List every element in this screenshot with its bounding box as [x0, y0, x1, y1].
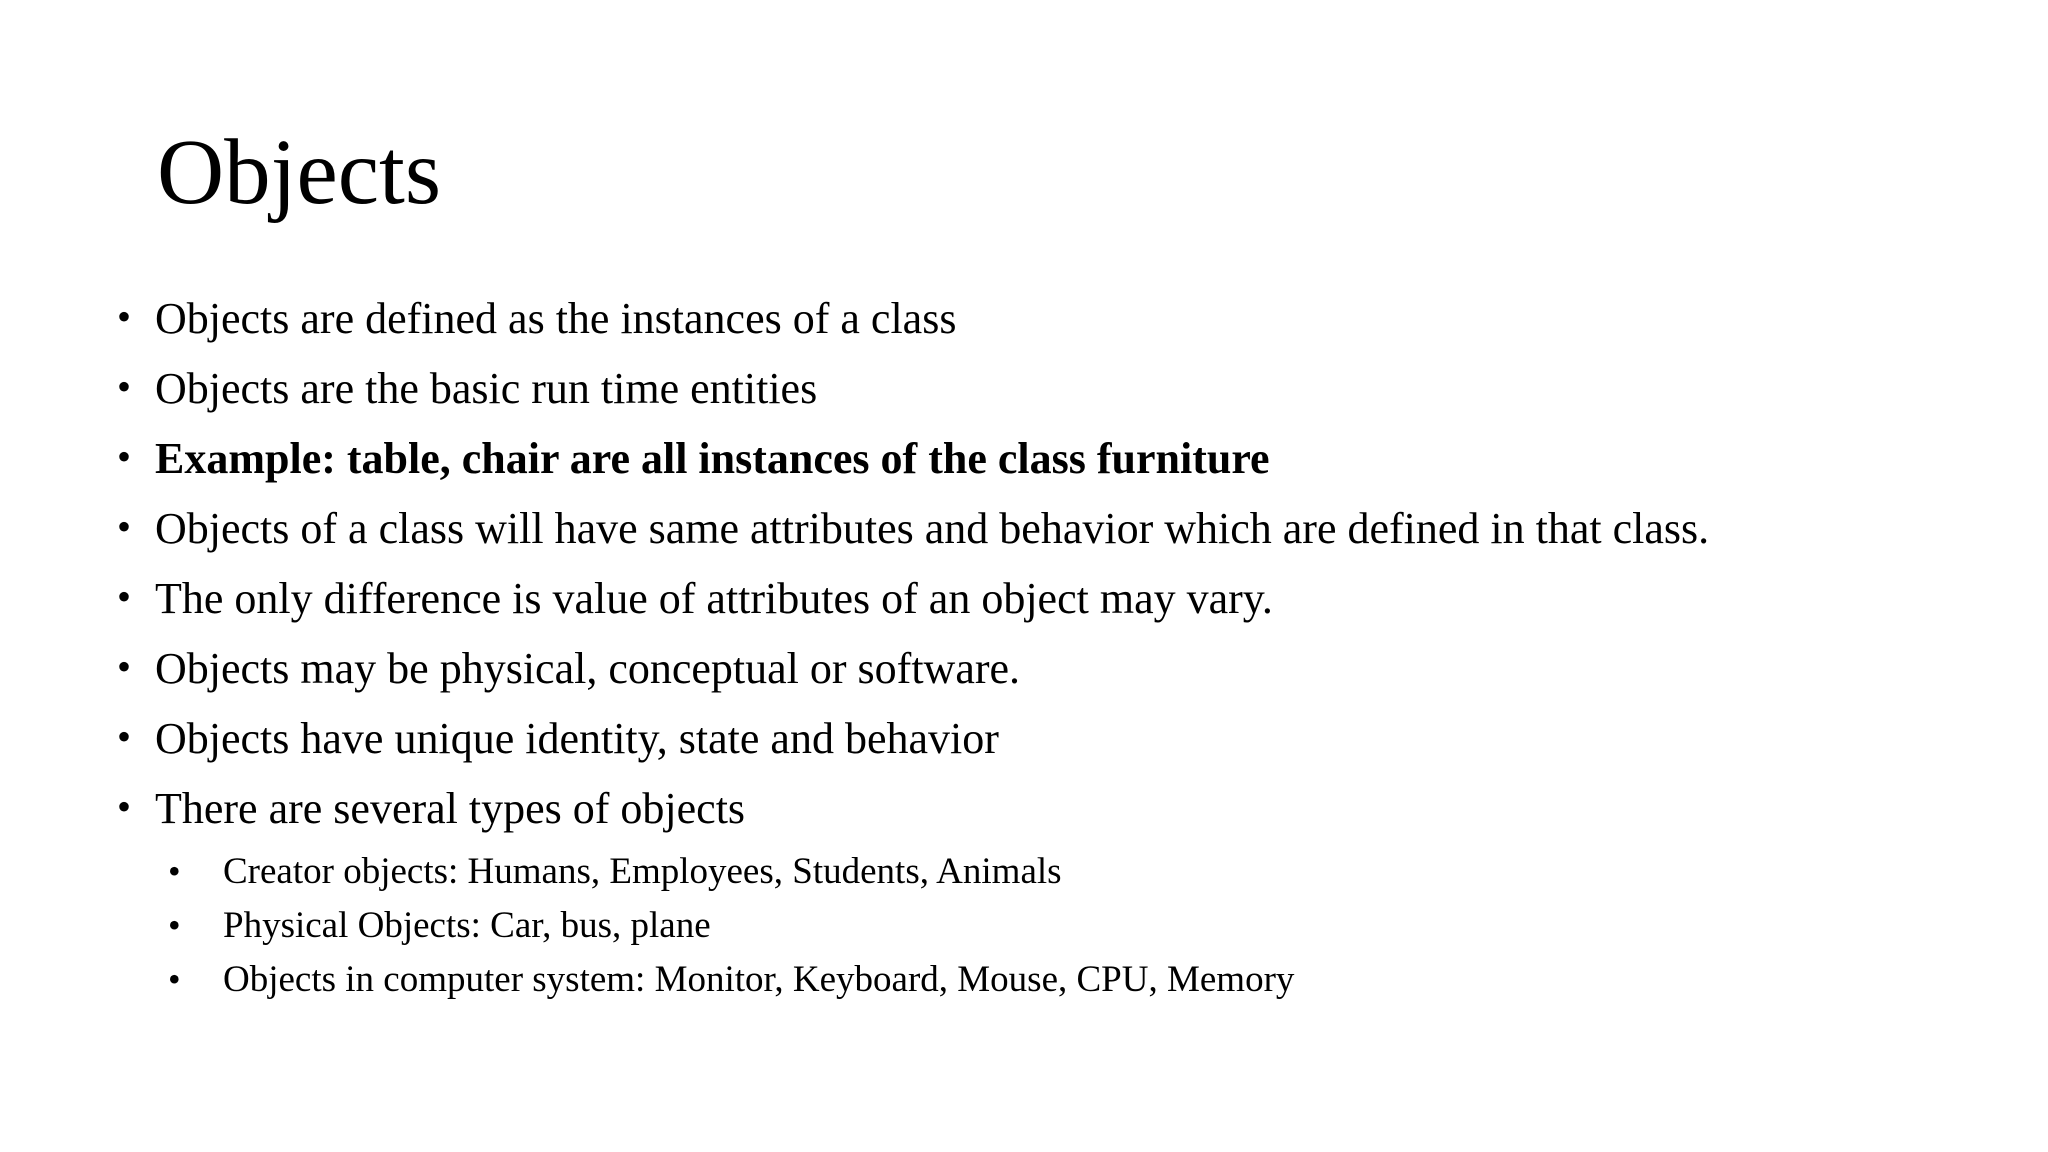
bullet-dot-icon: • — [117, 434, 132, 479]
bullet-text: There are several types of objects — [155, 784, 746, 833]
bullet-dot-icon: • — [117, 714, 132, 759]
bullet-dot-icon: • — [117, 364, 132, 409]
sub-bullet-dot-icon: • — [168, 905, 181, 945]
bullet-text: Objects have unique identity, state and behavior — [155, 714, 999, 763]
bullet-dot-icon: • — [117, 294, 132, 339]
bullet-text: Objects are the basic run time entities — [155, 364, 818, 413]
sub-bullet-text: Physical Objects: Car, bus, plane — [223, 905, 711, 946]
bullet-dot-icon: • — [117, 574, 132, 619]
bullet-dot-icon: • — [117, 784, 132, 829]
bullet-dot-icon: • — [117, 644, 132, 689]
bullet-text: Objects of a class will have same attributes and behavior which are defined in that class. — [155, 504, 1710, 553]
slide-title: Objects — [157, 121, 442, 224]
bullet-text: The only difference is value of attributes of an object may vary. — [155, 574, 1273, 623]
bullet-text: Objects may be physical, conceptual or software. — [155, 644, 1021, 693]
bullet-text: Example: table, chair are all instances of the class furniture — [155, 434, 1270, 483]
sub-bullet-text: Objects in computer system: Monitor, Keyboard, Mouse, CPU, Memory — [223, 959, 1295, 1000]
sub-bullet-dot-icon: • — [168, 851, 181, 891]
bullet-dot-icon: • — [117, 504, 132, 549]
sub-bullet-text: Creator objects: Humans, Employees, Students, Animals — [223, 851, 1062, 892]
bullet-text: Objects are defined as the instances of a class — [155, 294, 957, 343]
sub-bullet-dot-icon: • — [168, 959, 181, 999]
